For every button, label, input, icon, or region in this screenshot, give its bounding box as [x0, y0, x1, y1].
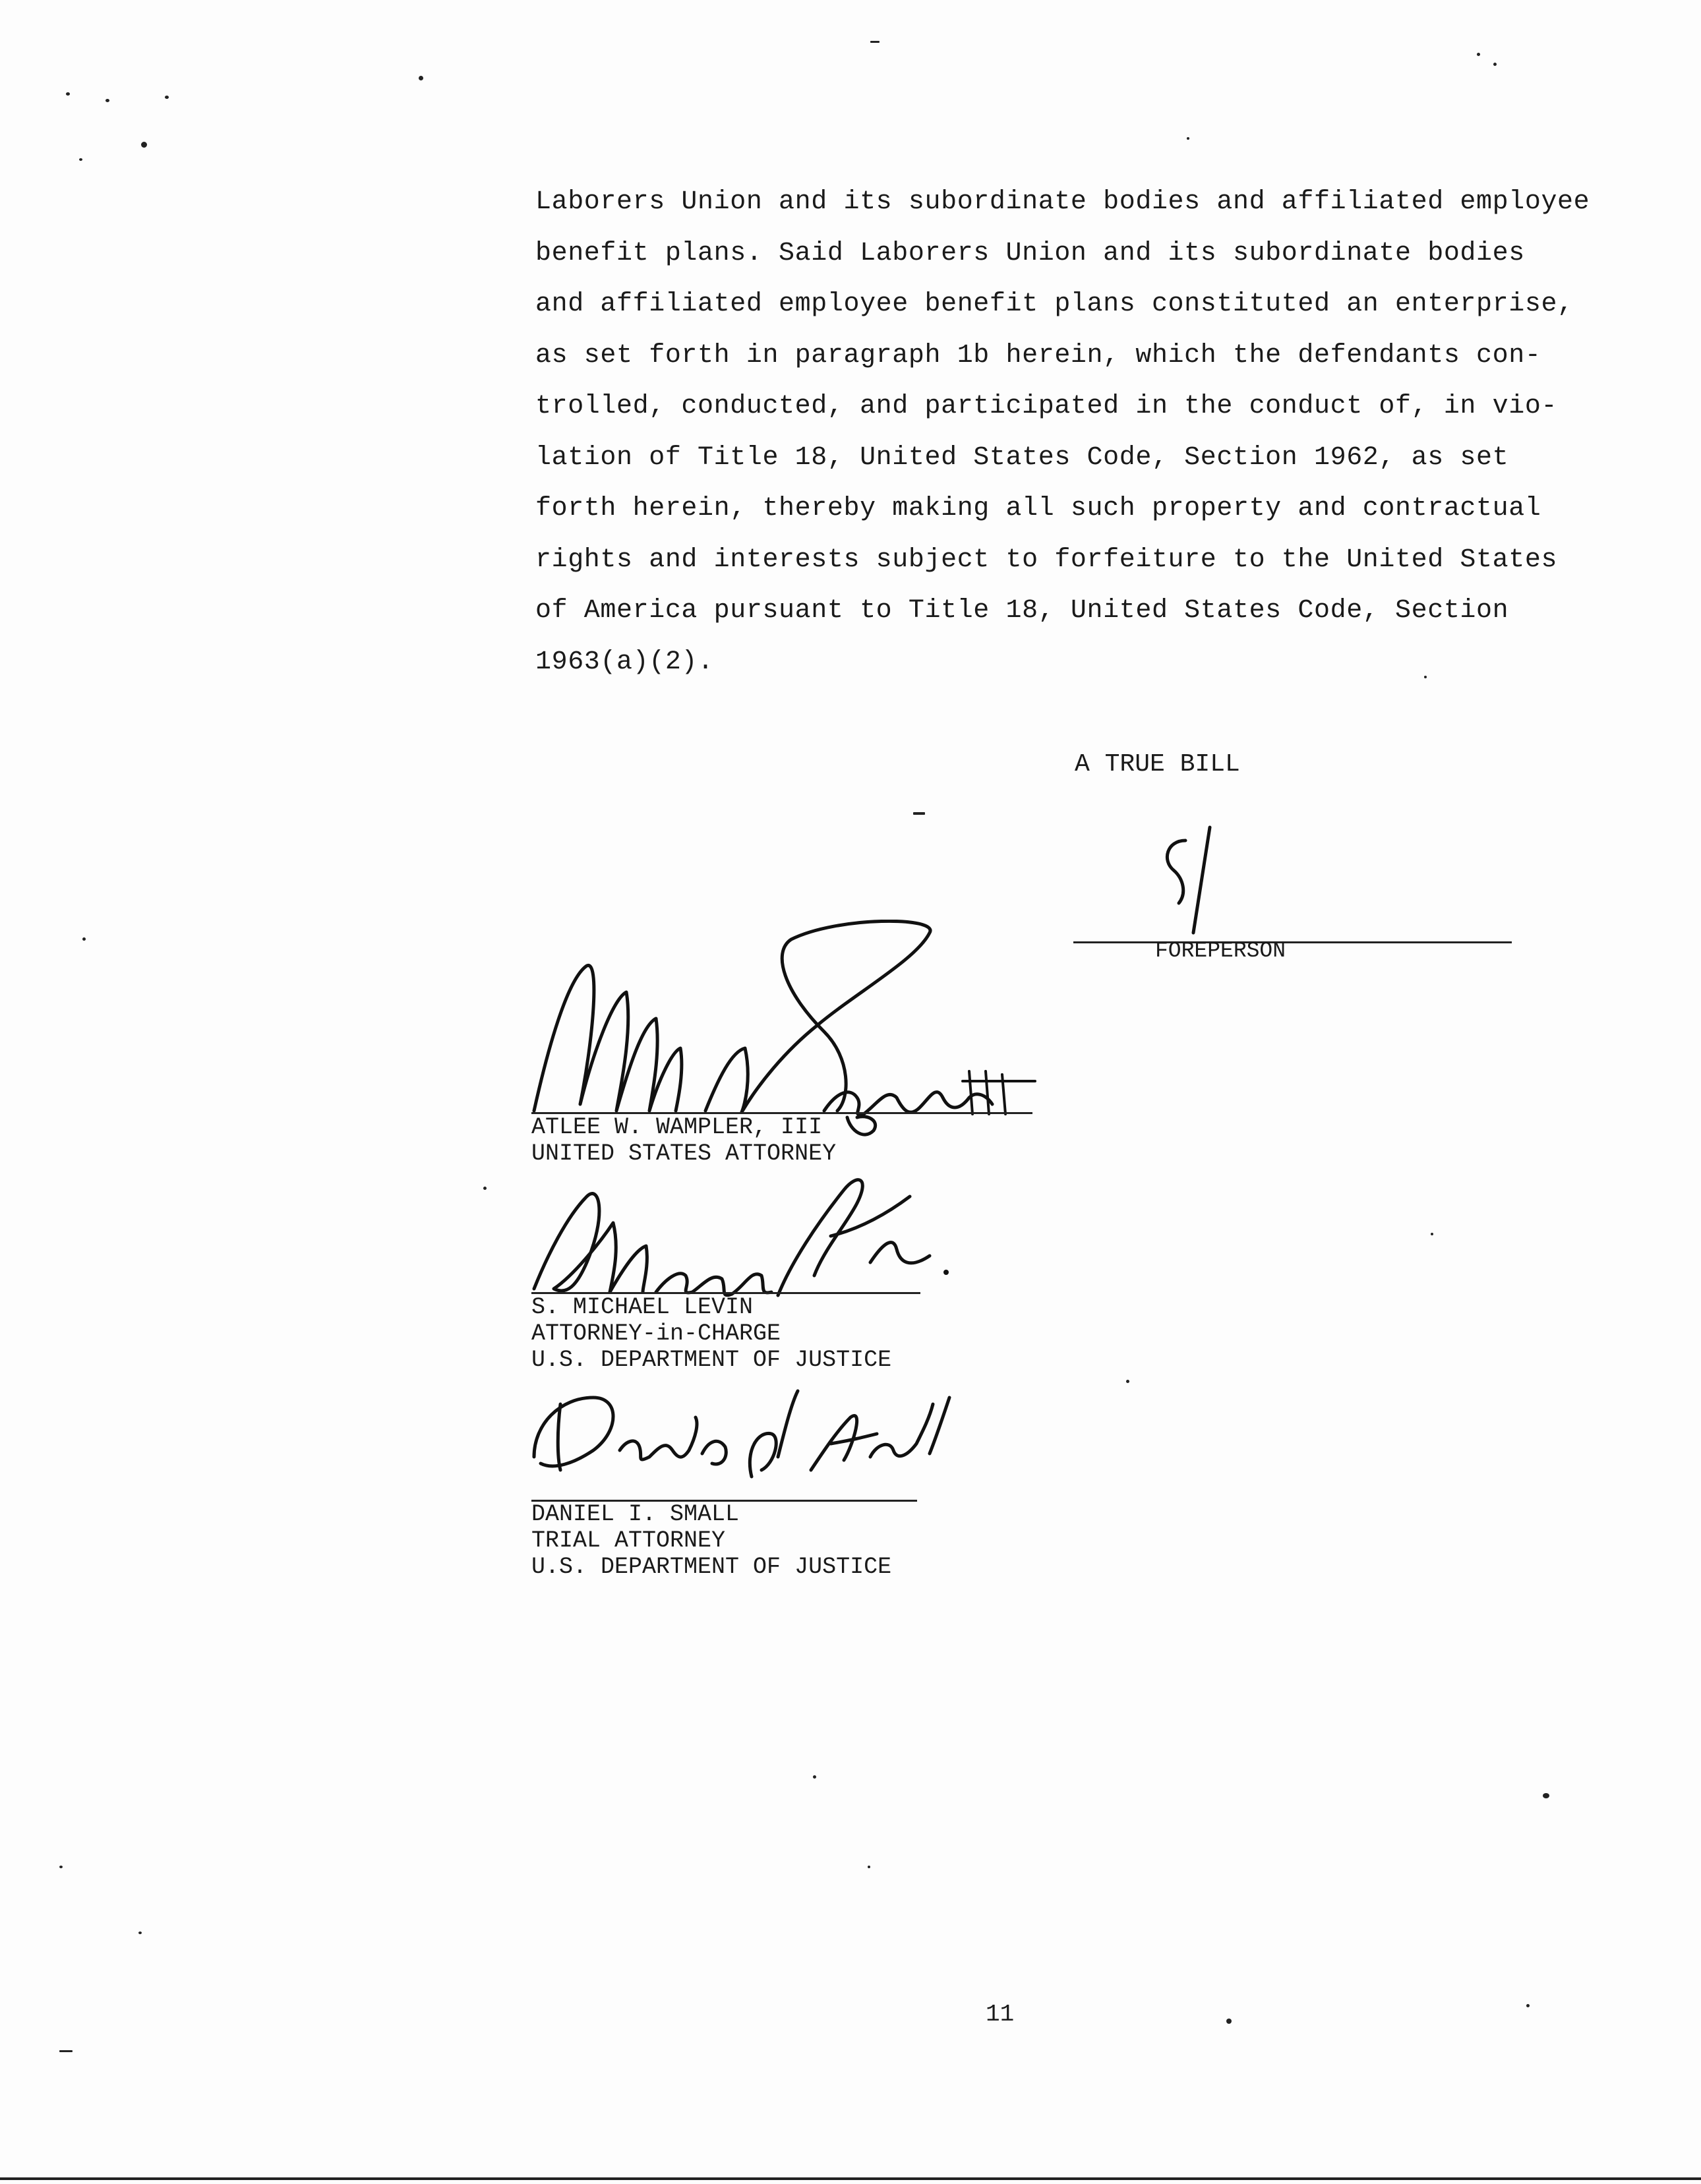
- scan-speck: [868, 1866, 870, 1868]
- body-paragraph: [535, 177, 1590, 688]
- signatory-title: TRIAL ATTORNEY: [531, 1527, 726, 1554]
- body-line: 1963(a)(2).: [535, 647, 714, 677]
- signatory-department: U.S. DEPARTMENT OF JUSTICE: [531, 1554, 892, 1580]
- scan-speck: [66, 92, 70, 96]
- true-bill-heading: A TRUE BILL: [1075, 750, 1240, 779]
- wampler-signature-block: [531, 1114, 836, 1167]
- scan-speck: [59, 2050, 73, 2052]
- body-line: as set forth in paragraph 1b herein, which the defendants con-: [535, 340, 1541, 370]
- body-line: Laborers Union and its subordinate bodies and affiliated employee: [535, 187, 1590, 217]
- scan-speck: [870, 41, 880, 43]
- scan-speck: [1477, 53, 1480, 56]
- signatory-name: S. MICHAEL LEVIN: [531, 1294, 754, 1320]
- scan-speck: [59, 1866, 63, 1868]
- scan-speck: [138, 1932, 142, 1934]
- scan-speck: [82, 937, 86, 941]
- body-line: forth herein, thereby making all such property and contractual: [535, 494, 1541, 523]
- scan-speck: [483, 1187, 487, 1190]
- scan-speck: [1126, 1380, 1129, 1383]
- scan-speck: [813, 1775, 816, 1779]
- signatory-title: UNITED STATES ATTORNEY: [531, 1140, 837, 1167]
- foreperson-signature-mark: [1147, 821, 1239, 939]
- page-number: 11: [986, 2001, 1015, 2028]
- body-line: lation of Title 18, United States Code, Section 1962, as set: [535, 442, 1509, 473]
- levin-signature: [514, 1164, 976, 1309]
- scan-speck: [105, 99, 109, 102]
- foreperson-signature-line: [1073, 941, 1512, 943]
- scan-speck: [1543, 1793, 1549, 1798]
- scan-speck: [913, 812, 925, 815]
- body-line: benefit plans. Said Laborers Union and its subordinate bodies: [535, 238, 1525, 268]
- scan-speck: [419, 76, 423, 80]
- scan-speck: [79, 158, 82, 161]
- scan-speck: [1493, 63, 1497, 66]
- scan-speck: [165, 96, 169, 99]
- scan-speck: [1431, 1233, 1433, 1235]
- page-bottom-edge: [0, 2177, 1701, 2180]
- levin-signature-block: [531, 1294, 891, 1373]
- body-line: rights and interests subject to forfeiture to the United States: [535, 545, 1558, 575]
- signatory-title: ATTORNEY-in-CHARGE: [531, 1320, 781, 1347]
- foreperson-label: FOREPERSON: [1155, 939, 1286, 963]
- signatory-name: ATLEE W. WAMPLER, III: [531, 1114, 823, 1140]
- body-line: trolled, conducted, and participated in the conduct of, in vio-: [535, 392, 1558, 421]
- signatory-name: DANIEL I. SMALL: [531, 1501, 740, 1527]
- small-signature-block: [531, 1501, 891, 1580]
- scan-speck: [1187, 137, 1189, 140]
- body-line: and affiliated employee benefit plans constituted an enterprise,: [535, 289, 1574, 319]
- scan-speck: [1526, 2004, 1530, 2007]
- scan-speck: [1226, 2019, 1232, 2024]
- signatory-department: U.S. DEPARTMENT OF JUSTICE: [531, 1347, 892, 1373]
- scan-speck: [141, 142, 147, 148]
- body-line: of America pursuant to Title 18, United States Code, Section: [535, 596, 1509, 626]
- small-signature: [521, 1378, 976, 1490]
